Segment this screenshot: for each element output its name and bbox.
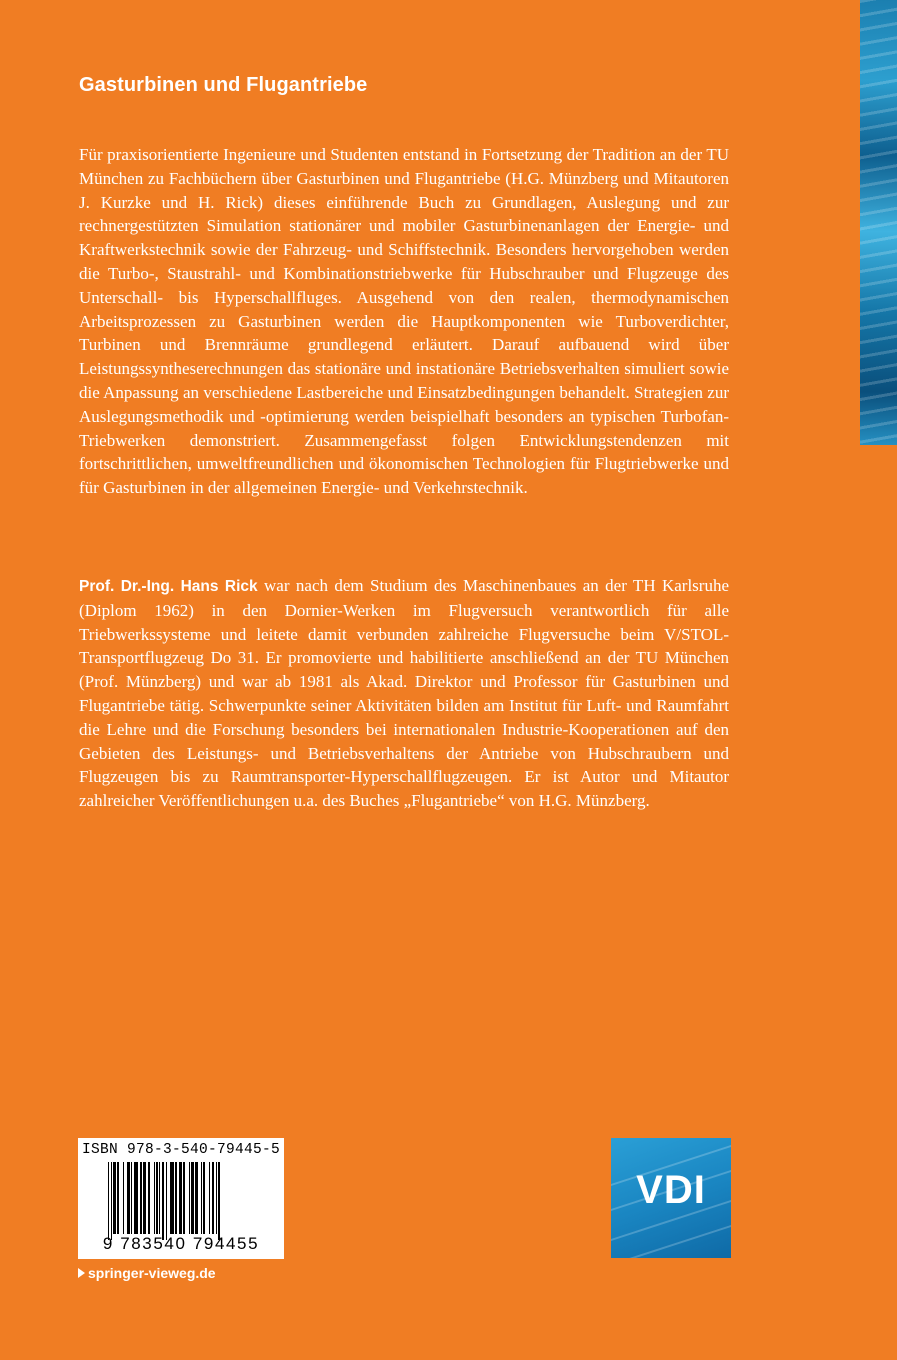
decorative-side-strip [860, 0, 897, 445]
vdi-logo-text: VDI [636, 1168, 706, 1212]
author-bio-text: war nach dem Studium des Maschinenbaues an der TH Karlsruhe (Diplom 1962) in den Dornier-Werken im Flugversuch verantwortlich für alle Triebwerkssysteme und leitete damit verbunden zahlreiche Flugversuche beim V/STOL-Transportflugzeug Do 31. Er promovierte und habilitierte anschließend an der TU München (Prof. Münzberg) und war ab 1981 als Akad. Direktor und Professor für Gasturbinen und Flugantriebe tätig. Schwerpunkte seiner Aktivitäten bilden am Institut für Luft- und Raumfahrt die Lehre und die Forschung besonders bei internationalen Industrie-Kooperationen auf den Gebieten des Leistungs- und Betriebsverhaltens der Antriebe von Hubschraubern und Flugzeugen bis zu Raumtransporter-Hyperschallflugzeugen. Er ist Autor und Mitautor zahlreicher Veröffentlichungen u.a. des Buches „Flugantriebe“ von H.G. Münzberg. [79, 576, 730, 811]
isbn-label: ISBN 978-3-540-79445-5 [81, 1142, 281, 1158]
book-title: Gasturbinen und Flugantriebe [79, 74, 368, 96]
barcode-gap [220, 1162, 221, 1234]
website-label: springer-vieweg.de [88, 1265, 216, 1281]
book-description: Für praxisorientierte Ingenieure und Studenten entstand in Fortsetzung der Tradition an der TU München zu Fachbüchern über Gasturbinen und Flugantriebe (H.G. Münzberg und Mitautoren J. Kurzke und H. Rick) dieses einführende Buch zu Grundlagen, Auslegung und zur rechnergestützten Simulation stationärer und mobiler Gasturbinenanlagen der Energie- und Kraftwerkstechnik sowie der Fahrzeug- und Schiffstechnik. Besonders hervorgehoben werden die Turbo-, Staustrahl- und Kombinationstriebwerke für Hubschrauber und Flugzeuge des Unterschall- bis Hyperschallfluges. Ausgehend von den realen, thermodynamischen Arbeitsprozessen zu Gasturbinen werden die Hauptkomponenten wie Turboverdichter, Turbinen und Brennräume grundlegend erläutert. Darauf aufbauend wird über Leistungssyntheserechnungen das stationäre und instationäre Betriebsverhalten simuliert sowie die Anpassung an verschiedene Lastbereiche und Einsatzbedingungen behandelt. Strategien zur Auslegungsmethodik und -optimierung werden beispielhaft besonders an typischen Turbofan-Triebwerken demonstriert. Zusammengefasst folgen Entwicklungstendenzen mit fortschrittlichen, umweltfreundlichen und ökonomischen Technologien für Flugtriebwerke und für Gasturbinen in der allgemeinen Energie- und Verkehrstechnik. [79, 145, 729, 498]
isbn-barcode [78, 1138, 284, 1259]
barcode-bars [108, 1162, 268, 1234]
vdi-logo [611, 1138, 731, 1258]
ean-digits: 9 783540 794455 [102, 1234, 260, 1253]
author-bio [79, 574, 729, 813]
arrow-right-icon [78, 1268, 85, 1278]
author-name: Prof. Dr.-Ing. Hans Rick [79, 578, 258, 595]
publisher-website[interactable] [78, 1265, 216, 1281]
